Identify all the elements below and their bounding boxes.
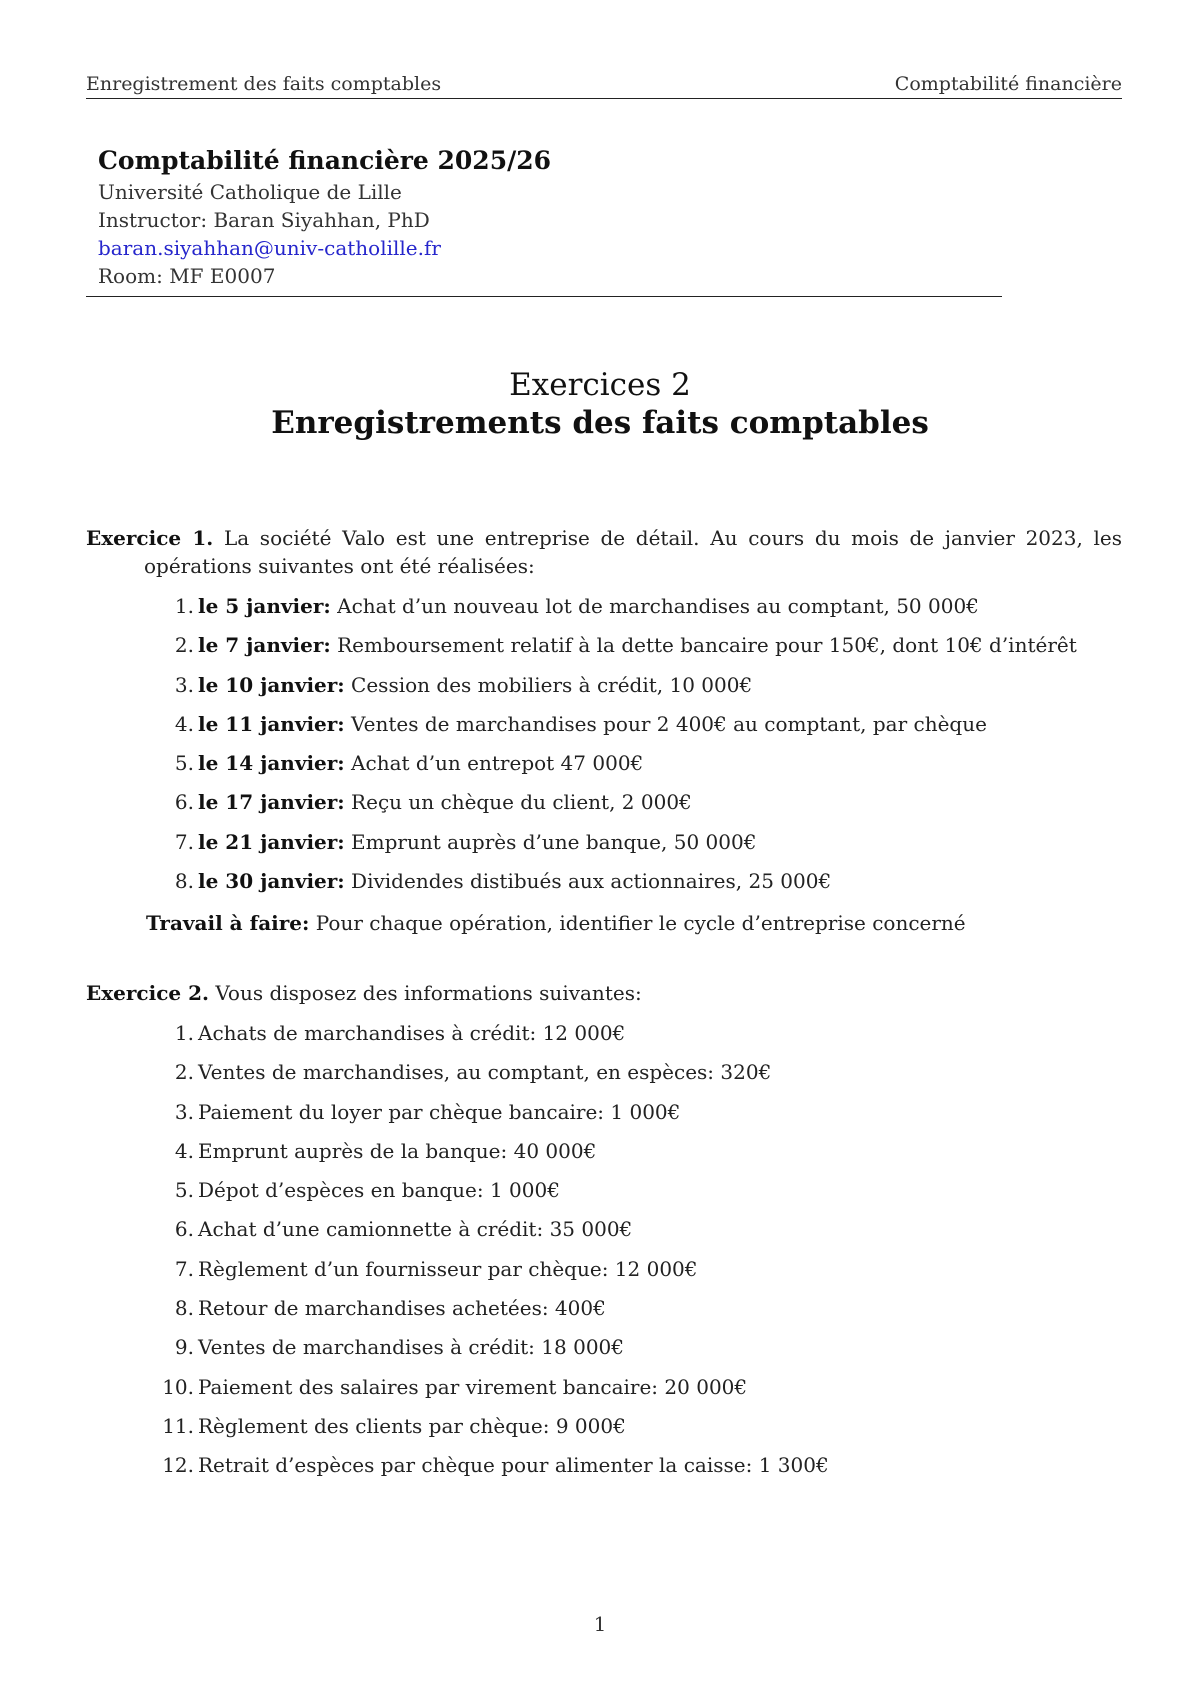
list-item bbox=[86, 1368, 1122, 1407]
item-number: 4. bbox=[174, 711, 194, 736]
item-date: le 10 janvier: bbox=[198, 672, 345, 697]
task-text: Pour chaque opération, identifier le cycle d’entreprise concerné bbox=[315, 911, 966, 936]
item-number: 12. bbox=[162, 1453, 194, 1478]
list-item bbox=[86, 705, 1122, 744]
list-item bbox=[86, 1328, 1122, 1367]
item-text: Emprunt auprès d’une banque, 50 000€ bbox=[351, 829, 757, 854]
item-number: 6. bbox=[174, 1217, 194, 1242]
item-text: Achat d’un entrepot 47 000€ bbox=[351, 751, 644, 776]
item-text: Remboursement relatif à la dette bancaire pour 150€, dont 10€ d’intérêt bbox=[337, 633, 1077, 658]
exercise-2 bbox=[86, 979, 1122, 1486]
item-text: Retrait d’espèces par chèque pour alimenter la caisse: 1 300€ bbox=[198, 1453, 829, 1478]
running-header-right: Comptabilité financière bbox=[894, 73, 1122, 95]
exercise-1-label: Exercice 1. bbox=[86, 526, 214, 550]
item-date: le 7 janvier: bbox=[198, 633, 331, 658]
item-text: Achats de marchandises à crédit: 12 000€ bbox=[198, 1021, 626, 1045]
item-number: 8. bbox=[174, 1296, 194, 1321]
item-text: Ventes de marchandises à crédit: 18 000€ bbox=[198, 1335, 624, 1360]
item-text: Règlement d’un fournisseur par chèque: 12 000€ bbox=[198, 1256, 698, 1281]
item-number: 9. bbox=[174, 1335, 194, 1360]
item-date: le 11 janvier: bbox=[198, 711, 345, 736]
item-date: le 17 janvier: bbox=[198, 790, 345, 815]
item-number: 5. bbox=[174, 751, 194, 776]
running-header bbox=[86, 68, 1122, 99]
list-item bbox=[86, 1289, 1122, 1328]
list-item bbox=[86, 1407, 1122, 1446]
university-name: Université Catholique de Lille bbox=[98, 180, 402, 204]
list-item bbox=[86, 1171, 1122, 1210]
list-item bbox=[86, 1446, 1122, 1485]
task-instruction bbox=[86, 903, 1122, 943]
exercise-1 bbox=[86, 524, 1122, 943]
task-label: Travail à faire: bbox=[146, 911, 310, 936]
item-text: Dépot d’espèces en banque: 1 000€ bbox=[198, 1178, 560, 1203]
item-number: 8. bbox=[174, 869, 194, 894]
item-number: 6. bbox=[174, 790, 194, 815]
exercise-1-intro-text: La société Valo est une entreprise de détail. Au cours du mois de janvier 2023, les opérations suivantes ont été réalisées: bbox=[144, 526, 1122, 578]
course-header bbox=[86, 144, 1002, 297]
list-item bbox=[86, 1053, 1122, 1092]
item-number: 10. bbox=[162, 1374, 194, 1399]
item-text: Règlement des clients par chèque: 9 000€ bbox=[198, 1413, 626, 1438]
exercise-2-intro bbox=[86, 979, 1122, 1007]
list-item bbox=[86, 744, 1122, 783]
item-number: 1. bbox=[174, 1021, 194, 1045]
list-item bbox=[86, 626, 1122, 665]
item-number: 2. bbox=[174, 1060, 194, 1085]
room-info: Room: MF E0007 bbox=[98, 264, 276, 288]
item-text: Paiement du loyer par chèque bancaire: 1 000€ bbox=[198, 1099, 681, 1124]
item-text: Achat d’un nouveau lot de marchandises au comptant, 50 000€ bbox=[337, 594, 979, 618]
list-item bbox=[86, 1093, 1122, 1132]
list-item bbox=[86, 666, 1122, 705]
document-subtitle: Enregistrements des faits comptables bbox=[271, 405, 929, 441]
item-text: Ventes de marchandises, au comptant, en espèces: 320€ bbox=[198, 1060, 772, 1085]
item-number: 3. bbox=[174, 1099, 194, 1124]
exercise-2-intro-text: Vous disposez des informations suivantes: bbox=[215, 981, 642, 1005]
item-text: Retour de marchandises achetées: 400€ bbox=[198, 1296, 606, 1321]
course-title: Comptabilité financière 2025/26 bbox=[98, 146, 552, 175]
item-text: Reçu un chèque du client, 2 000€ bbox=[351, 790, 692, 815]
item-text: Dividendes distibués aux actionnaires, 25 000€ bbox=[351, 869, 832, 894]
item-number: 7. bbox=[174, 1256, 194, 1281]
item-date: le 5 janvier: bbox=[198, 594, 331, 618]
item-number: 5. bbox=[174, 1178, 194, 1203]
item-date: le 30 janvier: bbox=[198, 869, 345, 894]
list-item bbox=[86, 823, 1122, 862]
exercise-2-list bbox=[86, 1014, 1122, 1486]
list-item bbox=[86, 1210, 1122, 1249]
email-link[interactable]: baran.siyahhan@univ-catholille.fr bbox=[98, 236, 441, 260]
item-number: 1. bbox=[174, 594, 194, 618]
list-item bbox=[86, 1132, 1122, 1171]
instructor-name: Instructor: Baran Siyahhan, PhD bbox=[98, 208, 430, 232]
list-item bbox=[86, 1014, 1122, 1053]
item-date: le 21 janvier: bbox=[198, 829, 345, 854]
running-header-left: Enregistrement des faits comptables bbox=[86, 73, 442, 95]
item-text: Cession des mobiliers à crédit, 10 000€ bbox=[351, 672, 753, 697]
list-item bbox=[86, 1250, 1122, 1289]
list-item bbox=[86, 862, 1122, 901]
item-number: 7. bbox=[174, 829, 194, 854]
exercise-1-intro bbox=[86, 524, 1122, 580]
item-text: Ventes de marchandises pour 2 400€ au comptant, par chèque bbox=[351, 711, 987, 736]
list-item bbox=[86, 587, 1122, 626]
document-title: Exercices 2 bbox=[509, 367, 691, 403]
item-text: Emprunt auprès de la banque: 40 000€ bbox=[198, 1138, 597, 1163]
item-number: 3. bbox=[174, 672, 194, 697]
item-text: Paiement des salaires par virement bancaire: 20 000€ bbox=[198, 1374, 748, 1399]
item-number: 4. bbox=[174, 1138, 194, 1163]
exercise-1-list bbox=[86, 587, 1122, 901]
item-number: 11. bbox=[162, 1413, 194, 1438]
list-item bbox=[86, 783, 1122, 822]
exercise-2-label: Exercice 2. bbox=[86, 981, 209, 1005]
item-text: Achat d’une camionnette à crédit: 35 000€ bbox=[198, 1217, 633, 1242]
item-date: le 14 janvier: bbox=[198, 751, 345, 776]
item-number: 2. bbox=[174, 633, 194, 658]
page-number: 1 bbox=[593, 1612, 607, 1636]
